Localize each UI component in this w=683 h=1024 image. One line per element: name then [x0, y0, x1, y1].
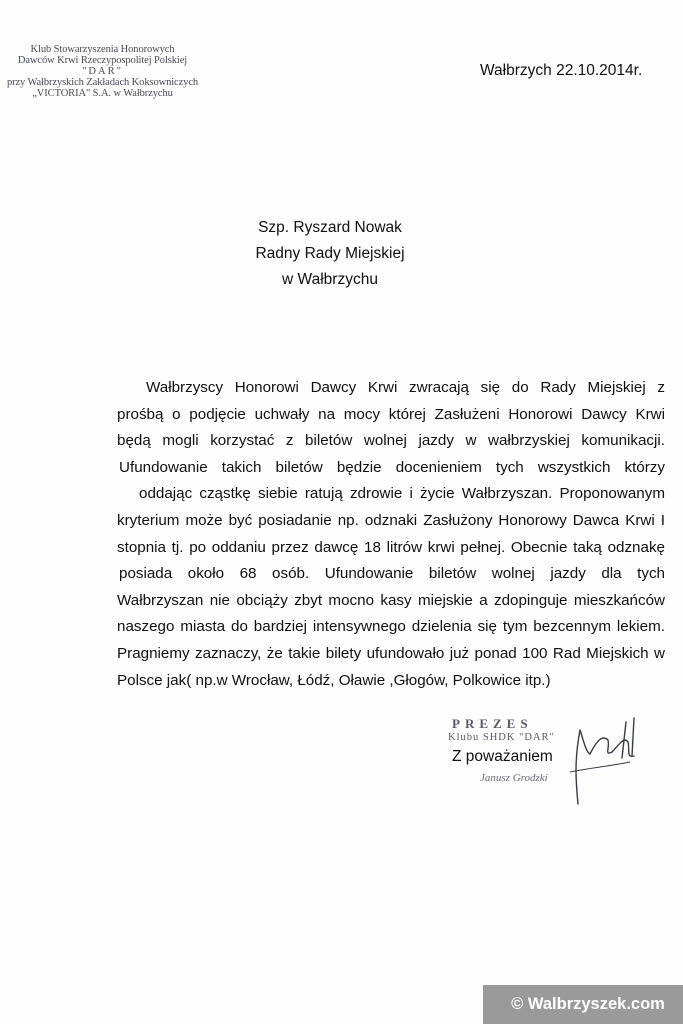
- closing-text: Z poważaniem: [452, 748, 553, 765]
- body-line: Wałbrzyszan nie obciąży zbyt mocno kasy miejskie a zdopinguje mieszkańców: [117, 591, 665, 609]
- body-line: oddając cząstkę siebie ratują zdrowie i życie Wałbrzyszan. Proponowanym: [139, 485, 665, 503]
- letter-body: [117, 375, 665, 694]
- body-line: będą mogli korzystać z biletów wolnej jazdy w wałbrzyskiej komunikacji.: [117, 432, 665, 450]
- letterhead-line: "DAR": [82, 66, 123, 77]
- addressee-block: [230, 215, 430, 293]
- body-line: posiada około 68 osób. Ufundowanie biletów wolnej jazdy dla tych: [119, 565, 665, 583]
- body-line: naszego miasta do bardziej intensywnego dzielenia się tym bezcennym lekiem.: [117, 618, 665, 636]
- stamp-title: PREZES: [452, 716, 533, 731]
- handwritten-signature: [500, 712, 640, 822]
- addressee-title: Radny Rady Miejskiej: [255, 245, 405, 262]
- letterhead-line: przy Wałbrzyskich Zakładach Koksowniczych: [6, 77, 199, 88]
- body-line: Wałbrzyscy Honorowi Dawcy Krwi zwracają się do Rady Miejskiej z: [146, 379, 665, 396]
- body-line: Polsce jak( np.w Wrocław, Łódź, Oławie ,Głogów, Polkowice itp.): [117, 671, 551, 689]
- letterhead-line: Dawców Krwi Rzeczypospolitej Polskiej: [17, 55, 188, 66]
- watermark-badge: © Walbrzyszek.com: [483, 985, 683, 1024]
- body-line: Pragniemy zaznaczy, że takie bilety ufundowało już ponad 100 Rad Miejskich w: [117, 644, 665, 662]
- letterhead-stamp: [0, 44, 205, 99]
- stamp-club: Klubu SHDK "DAR": [448, 732, 555, 743]
- body-line: Ufundowanie takich biletów będzie docenieniem tych wszystkich którzy: [119, 458, 665, 476]
- letterhead-line: Klub Stowarzyszenia Honorowych: [30, 44, 175, 55]
- letterhead-line: „VICTORIA" S.A. w Wałbrzychu: [32, 88, 173, 99]
- body-line: stopnia tj. po oddaniu przez dawcę 18 litrów krwi pełnej. Obecnie taką odznakę: [117, 538, 665, 556]
- place-date: Wałbrzych 22.10.2014r.: [480, 62, 643, 79]
- body-line: prośbą o podjęcie uchwały na mocy której Zasłużeni Honorowi Dawcy Krwi: [117, 405, 665, 423]
- signer-name-stamp: Janusz Grodzki: [480, 772, 548, 784]
- body-line: kryterium może być posiadanie np. odznaki Zasłużony Honorowy Dawca Krwi I: [117, 511, 665, 529]
- signature-block: [440, 712, 640, 822]
- addressee-city: w Wałbrzychu: [282, 271, 378, 288]
- addressee-name: Szp. Ryszard Nowak: [258, 219, 402, 236]
